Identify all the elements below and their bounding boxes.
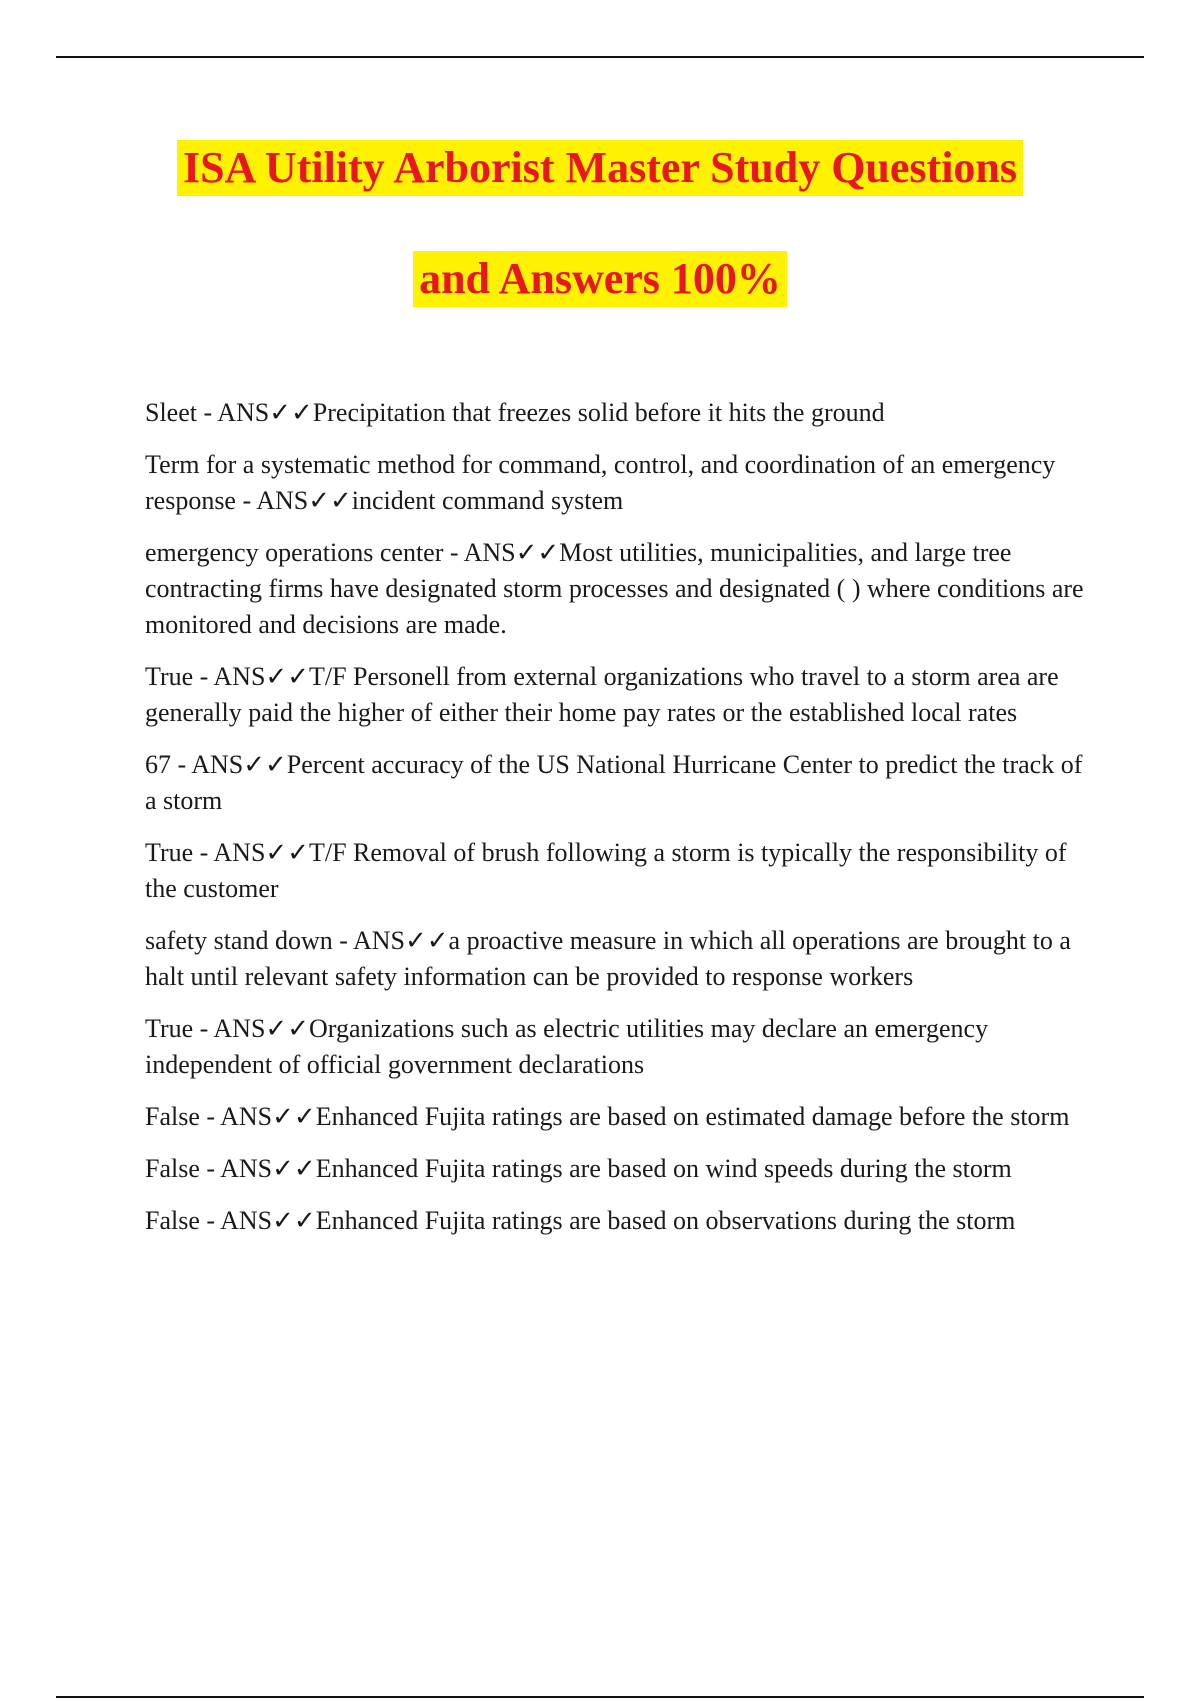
qa-item: safety stand down - ANS✓✓a proactive measure in which all operations are brought to a halt until relevant safety information can be provided to response workers — [145, 926, 1071, 991]
qa-item: 67 - ANS✓✓Percent accuracy of the US National Hurricane Center to predict the track of a storm — [145, 750, 1083, 815]
title-line-2: and Answers 100% — [413, 251, 787, 307]
qa-item: False - ANS✓✓Enhanced Fujita ratings are based on observations during the storm — [145, 1206, 1016, 1235]
qa-item: False - ANS✓✓Enhanced Fujita ratings are based on wind speeds during the storm — [145, 1154, 1012, 1183]
qa-item: True - ANS✓✓T/F Personell from external organizations who travel to a storm area are generally paid the higher of either their home pay rates or the established local rates — [145, 662, 1059, 727]
qa-item: True - ANS✓✓Organizations such as electric utilities may declare an emergency independent of official government declarations — [145, 1014, 989, 1079]
qa-list — [145, 395, 1095, 1255]
document-title — [0, 140, 1200, 307]
qa-item: Sleet - ANS✓✓Precipitation that freezes solid before it hits the ground — [145, 398, 885, 427]
qa-item: False - ANS✓✓Enhanced Fujita ratings are based on estimated damage before the storm — [145, 1102, 1070, 1131]
qa-item: emergency operations center - ANS✓✓Most utilities, municipalities, and large tree contracting firms have designated storm processes and designated ( ) where conditions are monitored and decisions are made. — [145, 538, 1084, 639]
title-line-1: ISA Utility Arborist Master Study Questions — [177, 140, 1023, 196]
bottom-rule — [56, 1696, 1144, 1698]
top-rule — [56, 56, 1144, 58]
qa-item: Term for a systematic method for command, control, and coordination of an emergency response - ANS✓✓incident command system — [145, 450, 1056, 515]
qa-item: True - ANS✓✓T/F Removal of brush following a storm is typically the responsibility of the customer — [145, 838, 1067, 903]
